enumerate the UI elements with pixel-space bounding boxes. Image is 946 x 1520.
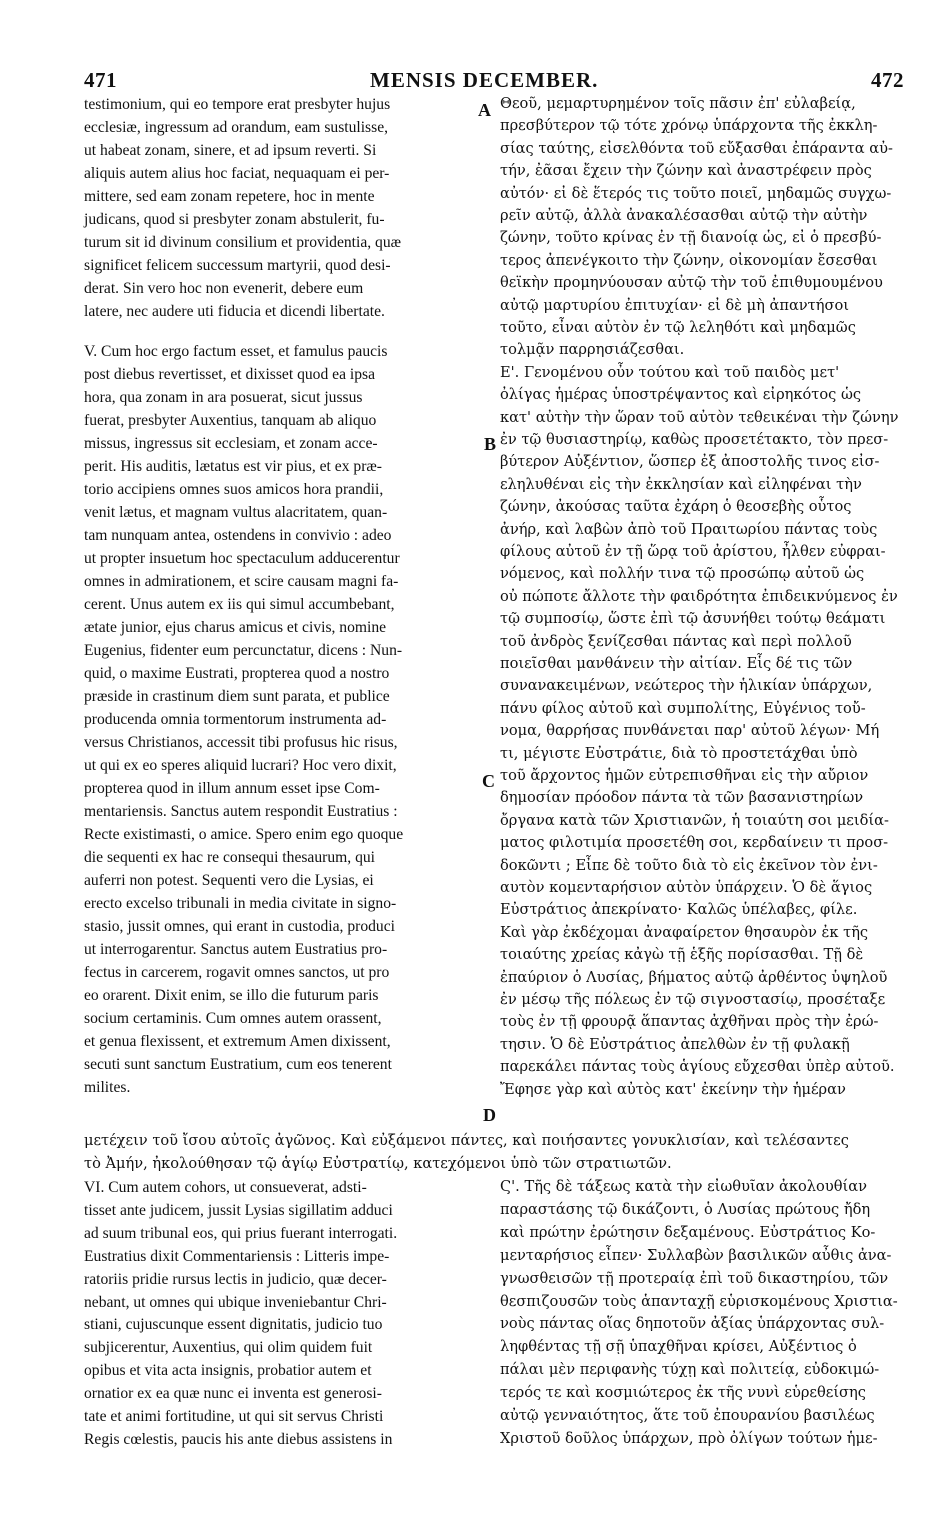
text-line: significet felicem successum martyrii, quod desi- — [84, 257, 391, 274]
text-line: εληλυθέναι εἰς τὴν ἐκκλησίαν καὶ εἰληφέναι τὴν — [500, 475, 862, 493]
text-line: τοῦτο, εἶναι αὐτὸν ἐν τῷ λεληθότι καὶ μηδαμῶς — [500, 319, 856, 336]
running-title: MENSIS DECEMBER. — [370, 68, 599, 92]
text-line: αὐτόν· εἰ δὲ ἕτερός τις τοῦτο ποιεῖ, μηδαμῶς συγχω- — [500, 184, 892, 202]
text-line: stiani, cujuscunque essent dignitatis, judicio tuo — [84, 1316, 383, 1334]
text-line: παρεκάλει πάντας τοὺς ἁγίους εὔχεσθαι ὑπὲρ αὐτοῦ. — [500, 1058, 895, 1076]
text-line: Regis cœlestis, paucis his ante diebus assistens in — [84, 1430, 393, 1448]
greek-full-width-lines — [84, 1134, 900, 1180]
text-line: ματος φιλοτιμία προσετέθη σοι, κερδαίνειν τι προσ- — [500, 834, 889, 852]
text-line: Ἔφησε γὰρ καὶ αὐτὸς κατ' ἐκείνην τὴν ἡμέραν — [500, 1080, 846, 1098]
text-line: τοιαύτης χρείας κἀγὼ τῇ ἑξῆς πορίσασθαι. Τῇ δὲ — [500, 946, 864, 964]
text-line: ζώνην, τοῦτο κρίνας ἐν τῇ διανοίᾳ ὡς, εἰ ὁ πρεσβύ- — [500, 229, 882, 247]
text-line: τι, μέγιστε Εὐστράτιε, διὰ τὸ προστετάχθαι ὑπὸ — [500, 744, 858, 762]
text-line: συνανακειμένων, νεώτερος τὴν ἡλικίαν ὑπάρχων, — [500, 677, 873, 695]
text-line: ληφθέντας τῇ σῇ ὑπαχθῆναι κρίσει, Αὐξέντιος ὁ — [500, 1338, 857, 1356]
text-line: Ϛ'. Τῆς δὲ τάξεως κατὰ τὴν εἰωθυῖαν ἀκολουθίαν — [500, 1178, 867, 1195]
text-line: κατ' αὐτὴν τὴν ὥραν τοῦ αὐτὸν τεθεικέναι τὴν ζώνην — [500, 408, 899, 426]
text-line: latere, nec audere uti fiducia et dicendi libertate. — [84, 303, 385, 320]
text-line: ἐν τῷ θυσιαστηρίῳ, καθὼς προσετέτακτο, τὸν πρεσ- — [500, 431, 889, 448]
text-line: turum sit id divinum consilium et providentia, quæ — [84, 234, 402, 251]
text-line: αὐτῷ γενναιότητος, ἅτε τοῦ ἐπουρανίου βασιλέως — [500, 1407, 875, 1424]
text-line: βύτερον Αὐξέντιον, ὥσπερ ἐξ ἀποστολῆς τινος εἰσ- — [500, 453, 880, 471]
text-line: missus, ingressus sit ecclesiam, et zonam acce- — [84, 435, 378, 452]
text-line: Eustratius dixit Commentariensis : Litteris impe- — [84, 1247, 390, 1265]
text-line: auferri non potest. Sequenti vero die Lysias, ei — [84, 872, 374, 889]
text-line: πάνυ φίλος αὐτοῦ καὶ συμπολίτης, Εὐγένιος τοὔ- — [500, 699, 866, 717]
text-line: μενταρήσιος εἶπεν· Συλλαβὼν βασιλικῶν αὖθις ἀνα- — [500, 1246, 892, 1264]
text-line: τολμᾷν παρρησιάζεσθαι. — [500, 341, 685, 359]
text-line: eo orarent. Dixit enim, se illo die futurum paris — [84, 987, 379, 1004]
text-line: et genua flexissent, et extremum Amen dixissent, — [84, 1033, 391, 1050]
text-line: hora, qua zonam in ara posuerat, sicut jussus — [84, 389, 363, 406]
text-line: σίας ταύτης, εἰσελθόντα τοῦ εὔξασθαι ἐπάραντα αὐ- — [500, 139, 893, 157]
text-line: opibus et vita acta insignis, probatior autem et — [84, 1362, 372, 1380]
greek-column-upper — [500, 97, 900, 1105]
text-line: θεσπιζουσῶν τοὺς ἁπανταχῇ εὑρισκομένους Χριστια- — [500, 1292, 898, 1310]
text-line: Καὶ γὰρ ἐκδέχομαι ἀναφαίρετον θησαυρὸν ἐκ τῆς — [500, 923, 869, 941]
text-line: judicans, quod si presbyter zonam abstulerit, fu- — [84, 211, 385, 228]
text-line: Recte existimasti, o amice. Spero enim ego quoque — [84, 826, 404, 843]
text-line: ut propter insuetum hoc spectaculum adducerentur — [84, 550, 400, 567]
text-line: γνωσθεισῶν τῇ προτεραίᾳ ἐπὶ τοῦ δικαστηρίου, τῶν — [500, 1269, 889, 1287]
text-line: θεϊκὴν προμηνύουσαν αὐτῷ τὴν τοῦ ἐπιθυμουμένου — [500, 274, 883, 292]
page-number-right: 472 — [871, 68, 904, 92]
text-line: τὸ Ἀμήν, ἠκολούθησαν τῷ ἁγίῳ Εὐστρατίῳ, κατεχόμενοι ὑπὸ τῶν στρατιωτῶν. — [84, 1155, 672, 1172]
text-line: τερός τε καὶ κοσμιώτερος ἐκ τῆς νυνὶ εὑρεθείσης — [500, 1384, 866, 1402]
text-line: fectus in carcerem, rogavit omnes sanctos, ut pro — [84, 964, 390, 981]
text-line: perit. His auditis, lætatus est vir pius, et ex præ- — [84, 458, 382, 475]
text-line: ut qui ex eo speres aliquid lucrari? Hoc vero dixit, — [84, 757, 397, 774]
text-line: mittere, sed eam zonam repetere, hoc in mente — [84, 188, 375, 205]
text-line: subjicerentur, Auxentius, qui olim quidem fuit — [84, 1339, 373, 1357]
text-line: ποιεῖσθαι μανθάνειν τὴν αἰτίαν. Εἷς δέ τις τῶν — [500, 655, 853, 672]
text-line: τερος ἀπενέγκοιτο τὴν ζώνην, οἰκονομίαν ἔσεσθαι — [500, 251, 878, 269]
text-line: tam nunquam antea, ostendens in convivio : adeo — [84, 527, 392, 544]
text-line: οὐ πώποτε ἄλλοτε τὴν φαιδρότητα ἐπιδεικνύμενος ἐν — [500, 587, 898, 605]
text-line: stasio, jussit omnes, qui erant in custodia, produci — [84, 918, 395, 935]
text-line: τοῦ ἄρχοντος ἡμῶν εὐτρεπισθῆναι εἰς τὴν αὔριον — [500, 767, 869, 784]
text-line: derat. Sin vero hoc non evenerit, debere eum — [84, 280, 364, 297]
greek-column-lower — [500, 1180, 900, 1455]
text-line: ὀλίγας ἡμέρας ὑποστρέψαντος καὶ εἰρηκότος ὡς — [500, 386, 862, 404]
text-line: propterea quod in illum annum esset ipse Com- — [84, 780, 380, 797]
text-line: cerent. Unus autem ex iis qui simul accumbebant, — [84, 596, 395, 613]
text-line: post diebus revertisset, et dixisset quod ea ipsa — [84, 366, 376, 383]
text-line: socium certaminis. Cum omnes autem orassent, — [84, 1010, 382, 1027]
text-line: ἐπαύριον ὁ Λυσίας, βήματος αὐτῷ ἀρθέντος ὑψηλοῦ — [500, 968, 888, 986]
text-line: πρεσβύτερον τῷ τότε χρόνῳ ὑπάρχοντα τῆς ἐκκλη- — [500, 117, 878, 135]
text-line: præside in crastinum diem sunt parata, et publice — [84, 688, 390, 705]
text-line: αυτὸν κομενταρήσιον αὐτὸν ὑπάρχειν. Ὁ δὲ ἅγιος — [500, 879, 873, 896]
margin-letter-c: C — [482, 771, 495, 791]
text-line: ornatior ex ea quæ nunc ei inventa est generosi- — [84, 1385, 382, 1403]
text-line: producenda omnia tormentorum instrumenta ad- — [84, 711, 387, 728]
text-line: torio accipiens omnes suos amicos hora prandii, — [84, 481, 384, 498]
text-line: Χριστοῦ δοῦλος ὑπάρχων, πρὸ ὀλίγων τούτων ἡμε- — [500, 1429, 878, 1447]
text-line: tisset ante judicem, jussit Lysias sigillatim adduci — [84, 1201, 393, 1219]
text-line: νομα, θαρρήσας πυνθάνεται παρ' αὐτοῦ λέγων· Μή — [500, 722, 880, 740]
text-line: aliquis autem alius hoc faciat, nequaquam ei per- — [84, 165, 390, 182]
text-line: versus Christianos, accessit tibi profusus hic risus, — [84, 734, 398, 751]
text-line: fuerat, presbyter Auxentius, tanquam ab aliquo — [84, 412, 377, 429]
text-line: ρεῖν αὐτῷ, ἀλλὰ ἀνακαλέσασθαι αὐτῷ τὴν αὐτὴν — [500, 207, 868, 224]
text-line: ἐν μέσῳ τῆς πόλεως ἐν τῷ σιγνοστασίῳ, προσέταξε — [500, 991, 886, 1008]
text-line: δοκῶντι ; Εἶπε δὲ τοῦτο διὰ τὸ εἰς ἐκεῖνον τὸν ἐνι- — [500, 856, 878, 874]
text-line: quid, o maxime Eustrati, propterea quod a nostro — [84, 665, 390, 682]
text-line: VI. Cum autem cohors, ut consueverat, adsti- — [84, 1179, 367, 1196]
text-line: πάλαι μὲν περιφανὴς τύχῃ καὶ πολιτείᾳ, εὐδοκιμώ- — [500, 1361, 880, 1379]
text-line: τῷ συμποσίῳ, ὥστε ἐπὶ τῷ ἀσυνήθει τούτῳ θεάματι — [500, 610, 886, 628]
margin-letter-a: A — [478, 100, 491, 120]
text-line: nebant, ut omnes qui ubique inveniebantur Chri- — [84, 1293, 387, 1311]
text-line: αὐτῷ μαρτυρίου ἐπιτυχίαν· εἰ δὲ μὴ ἀπαντήσοι — [500, 296, 849, 314]
text-line: Εὐστράτιος ἀπεκρίνατο· Καλῶς ὑπέλαβες, φίλε. — [500, 901, 858, 919]
text-line: Θεοῦ, μεμαρτυρημένον τοῖς πᾶσιν ἐπ' εὐλαβείᾳ, — [500, 95, 856, 112]
text-line: νόμενος, καὶ πολλήν τινα τῷ προσώπῳ αὐτοῦ ὡς — [500, 565, 865, 583]
text-line: ratoriis pridie rursus lectis in judicio, quæ decer- — [84, 1270, 387, 1288]
text-line: παραστάσης τῷ δικάζοντι, ὁ Λυσίας πρώτους ἤδη — [500, 1200, 871, 1218]
text-line: ὄργανα κατὰ τῶν Χριστιανῶν, ἡ τοιαύτη σοι μειδία- — [500, 811, 889, 829]
text-line: Ε'. Γενομένου οὖν τούτου καὶ τοῦ παιδὸς μετ' — [500, 363, 840, 381]
text-line: testimonium, qui eo tempore erat presbyter hujus — [84, 96, 391, 113]
text-line: mentariensis. Sanctus autem respondit Eustratius : — [84, 803, 398, 820]
text-line: νοὺς πάντας οἵας δηποτοῦν ἀξίας ὑπάρχοντας συλ- — [500, 1315, 885, 1333]
text-line: τησιν. Ὁ δὲ Εὐστράτιος ἀπελθὼν ἐν τῇ φυλακῇ — [500, 1035, 850, 1053]
margin-letter-b: B — [484, 434, 497, 454]
text-line: secuti sunt sanctum Eustratium, cum eos tenerent — [84, 1056, 392, 1073]
text-line: omnes in admirationem, et scire causam magni fa- — [84, 573, 399, 590]
text-line: ecclesiæ, ingressum ad orandum, eam sustulisse, — [84, 119, 389, 136]
text-line: μετέχειν τοῦ ἴσου αὐτοῖς ἀγῶνος. Καὶ εὐξάμενοι πάντες, καὶ ποιήσαντες γονυκλισίαν, καὶ τελέσαντες — [84, 1132, 849, 1149]
text-line: tate et animi fortitudine, ut qui sit servus Christi — [84, 1408, 384, 1425]
page-number-left: 471 — [84, 68, 117, 92]
latin-column-lower — [84, 1180, 476, 1455]
text-line: τήν, ἐᾶσαι ἔχειν τὴν ζώνην καὶ ἀναστρέφειν πρὸς — [500, 162, 872, 180]
text-line: ζώνην, ἀκούσας ταῦτα ἐχάρη ὁ θεοσεβὴς οὗτος — [500, 498, 852, 516]
text-line: καὶ πρώτην ἐρώτησιν δεξαμένους. Εὐστράτιος Κο- — [500, 1223, 876, 1241]
text-line: τοὺς ἐν τῇ φρουρᾷ ἅπαντας ἀχθῆναι πρὸς τὴν ἐρώ- — [500, 1013, 879, 1031]
text-line: ad suum tribunal eos, qui prius fuerant interrogati. — [84, 1224, 398, 1242]
text-line: V. Cum hoc ergo factum esset, et famulus paucis — [84, 343, 388, 360]
text-line: φίλους αὐτοῦ ἐν τῇ ὥρᾳ τοῦ ἀρίστου, ἦλθεν εὐφραι- — [500, 543, 886, 560]
text-line: venit lætus, et magnam vultus alacritatem, quan- — [84, 504, 388, 521]
margin-letter-d: D — [483, 1105, 496, 1125]
text-line: erecto excelso tribunali in media civitate in signo- — [84, 895, 397, 912]
text-line: ἀνήρ, καὶ λαβὼν ἀπὸ τοῦ Πραιτωρίου πάντας τοὺς — [500, 520, 878, 538]
latin-column-upper — [84, 97, 476, 1103]
text-line: ætate junior, ejus charus amicus et civis, nomine — [84, 619, 387, 636]
text-line: ut interrogarentur. Sanctus autem Eustratius pro- — [84, 941, 388, 958]
text-line: die sequenti ex hac re consequi thesaurum, qui — [84, 849, 375, 866]
text-line: δημοσίαν πρόοδον πάντα τὰ τῶν βασανιστηρίων — [500, 789, 864, 807]
text-line: τοῦ ἀνδρὸς ξενίζεσθαι πάντας καὶ περὶ πολλοῦ — [500, 632, 852, 650]
text-line: milites. — [84, 1079, 131, 1096]
text-line: Eugenius, fidenter eum percunctatur, dicens : Nun- — [84, 642, 403, 659]
text-line: ut habeat zonam, sinere, et ad ipsum reverti. Si — [84, 142, 377, 159]
